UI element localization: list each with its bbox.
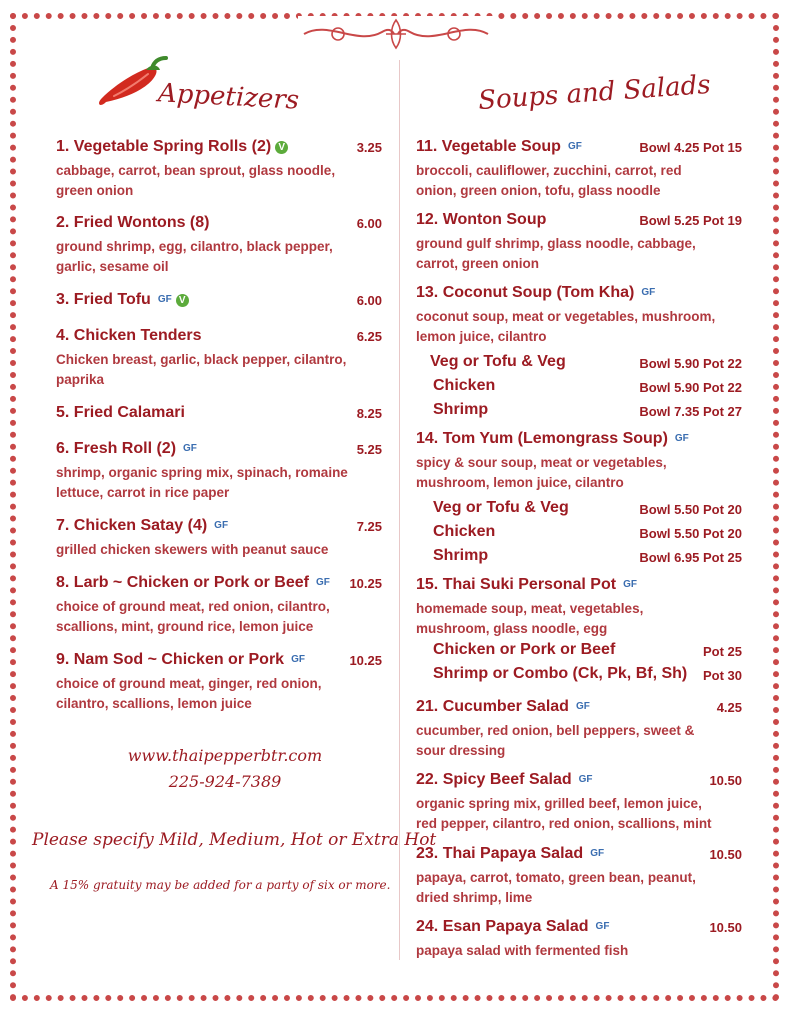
item-description: broccoli, cauliflower, zucchini, carrot, red onion, green onion, tofu, glass noodle bbox=[416, 163, 682, 198]
vegan-badge: V bbox=[176, 294, 189, 307]
gf-tag: GF bbox=[578, 774, 593, 785]
menu-item-nam-sod bbox=[56, 651, 382, 714]
soups-salads-heading: Soups and Salads bbox=[477, 69, 712, 117]
item-title: 5. Fried Calamari bbox=[56, 404, 185, 421]
item-description: ground gulf shrimp, glass noodle, cabbage, carrot, green onion bbox=[416, 236, 696, 271]
menu-item-chicken-tenders bbox=[56, 327, 382, 390]
tom-yum-option: Chicken Bowl 5.50 Pot 20 bbox=[433, 523, 742, 541]
item-title: 14. Tom Yum (Lemongrass Soup) bbox=[416, 430, 668, 447]
item-description: organic spring mix, grilled beef, lemon juice, red pepper, cilantro, red onion, scallions, mint bbox=[416, 796, 712, 831]
item-price: 10.50 bbox=[709, 920, 742, 935]
item-price: 6.00 bbox=[356, 293, 382, 308]
item-title: 6. Fresh Roll (2) bbox=[56, 440, 177, 457]
item-title: 15. Thai Suki Personal Pot bbox=[416, 576, 617, 593]
item-price: 5.25 bbox=[356, 442, 382, 457]
appetizers-heading: Appetizers bbox=[157, 78, 300, 116]
header-ornament bbox=[298, 16, 494, 52]
item-price: 8.25 bbox=[356, 406, 382, 421]
column-divider bbox=[399, 60, 400, 960]
item-title: 7. Chicken Satay (4) bbox=[56, 517, 208, 534]
menu-item-fresh-roll bbox=[56, 440, 382, 503]
gratuity-note: A 15% gratuity may be added for a party of six or more. bbox=[50, 878, 391, 892]
item-price: 6.00 bbox=[356, 216, 382, 231]
tom-yum-option: Shrimp Bowl 6.95 Pot 25 bbox=[433, 547, 742, 565]
item-price: 10.25 bbox=[349, 653, 382, 668]
item-title: 21. Cucumber Salad bbox=[416, 698, 569, 715]
menu-item-cucumber-salad bbox=[416, 698, 742, 761]
menu-item-esan-papaya-salad bbox=[416, 918, 742, 961]
item-title: 11. Vegetable Soup bbox=[416, 138, 561, 155]
phone-number[interactable]: 225-924-7389 bbox=[168, 772, 282, 791]
menu-item-spicy-beef-salad bbox=[416, 771, 742, 834]
item-description: cucumber, red onion, bell peppers, sweet & sour dressing bbox=[416, 723, 695, 758]
gf-tag: GF bbox=[590, 848, 605, 859]
item-price: Bowl 4.25 Pot 15 bbox=[639, 140, 742, 155]
item-description: choice of ground meat, red onion, cilantro, scallions, mint, ground rice, lemon juice bbox=[56, 599, 330, 634]
item-price: 6.25 bbox=[356, 329, 382, 344]
gf-tag: GF bbox=[641, 287, 656, 298]
item-description: papaya, carrot, tomato, green bean, peanut, dried shrimp, lime bbox=[416, 870, 696, 905]
menu-item-tom-yum bbox=[416, 430, 742, 493]
gf-tag: GF bbox=[157, 294, 172, 305]
gf-tag: GF bbox=[623, 579, 637, 590]
item-title: 1. Vegetable Spring Rolls (2) bbox=[56, 138, 272, 155]
gf-tag: GF bbox=[315, 577, 330, 588]
item-title: 2. Fried Wontons (8) bbox=[56, 214, 210, 231]
spice-level-note: Please specify Mild, Medium, Hot or Extra Hot bbox=[32, 830, 437, 850]
item-title: 12. Wonton Soup bbox=[416, 211, 547, 228]
item-price: 10.50 bbox=[709, 847, 742, 862]
menu-item-larb bbox=[56, 574, 382, 637]
item-title: 13. Coconut Soup (Tom Kha) bbox=[416, 284, 635, 301]
item-price: 10.25 bbox=[349, 576, 382, 591]
website-link[interactable]: www.thaipepperbtr.com bbox=[127, 746, 323, 765]
item-price: Bowl 5.25 Pot 19 bbox=[639, 213, 742, 228]
tom-kha-option: Chicken Bowl 5.90 Pot 22 bbox=[433, 377, 742, 395]
menu-item-coconut-soup bbox=[416, 284, 742, 347]
menu-item-fried-wontons bbox=[56, 214, 382, 277]
item-description: shrimp, organic spring mix, spinach, romaine lettuce, carrot in rice paper bbox=[56, 465, 348, 500]
item-price: 7.25 bbox=[356, 519, 382, 534]
vegan-badge: V bbox=[275, 141, 288, 154]
item-description: spicy & sour soup, meat or vegetables, mushroom, lemon juice, cilantro bbox=[416, 455, 667, 490]
menu-item-fried-tofu bbox=[56, 291, 382, 313]
item-price: 3.25 bbox=[356, 140, 382, 155]
item-title: 9. Nam Sod ~ Chicken or Pork bbox=[56, 651, 285, 668]
item-description: ground shrimp, egg, cilantro, black pepper, garlic, sesame oil bbox=[56, 239, 333, 274]
menu-item-chicken-satay bbox=[56, 517, 382, 560]
item-title: 3. Fried Tofu bbox=[56, 291, 151, 308]
item-description: papaya salad with fermented fish bbox=[416, 943, 629, 958]
item-title: 8. Larb ~ Chicken or Pork or Beef bbox=[56, 574, 309, 591]
item-description: choice of ground meat, ginger, red onion, cilantro, scallions, lemon juice bbox=[56, 676, 322, 711]
item-price: 10.50 bbox=[709, 773, 742, 788]
suki-option: Shrimp or Combo (Ck, Pk, Bf, Sh) Pot 30 bbox=[433, 665, 742, 683]
menu-item-vegetable-soup bbox=[416, 138, 742, 201]
item-title: 4. Chicken Tenders bbox=[56, 327, 202, 344]
menu-item-wonton-soup bbox=[416, 211, 742, 274]
suki-option: Chicken or Pork or Beef Pot 25 bbox=[433, 641, 742, 659]
tom-yum-option: Veg or Tofu & Veg Bowl 5.50 Pot 20 bbox=[433, 499, 742, 517]
tom-kha-option: Veg or Tofu & Veg Bowl 5.90 Pot 22 bbox=[430, 353, 742, 371]
menu-item-thai-papaya-salad bbox=[416, 845, 742, 908]
gf-tag: GF bbox=[214, 520, 229, 531]
item-description: homemade soup, meat, vegetables, mushroom, glass noodle, egg bbox=[416, 601, 644, 636]
gf-tag: GF bbox=[595, 921, 610, 932]
tom-kha-option: Shrimp Bowl 7.35 Pot 27 bbox=[433, 401, 742, 419]
menu-item-thai-suki bbox=[416, 576, 742, 639]
menu-item-fried-calamari bbox=[56, 404, 382, 426]
gf-tag: GF bbox=[575, 701, 590, 712]
gf-tag: GF bbox=[567, 141, 582, 152]
item-title: 23. Thai Papaya Salad bbox=[416, 845, 584, 862]
item-description: cabbage, carrot, bean sprout, glass noodle, green onion bbox=[56, 163, 336, 198]
item-title: 24. Esan Papaya Salad bbox=[416, 918, 589, 935]
item-description: Chicken breast, garlic, black pepper, cilantro, paprika bbox=[56, 352, 347, 387]
item-description: coconut soup, meat or vegetables, mushroom, lemon juice, cilantro bbox=[416, 309, 716, 344]
menu-item-vegetable-spring-rolls bbox=[56, 138, 382, 201]
gf-tag: GF bbox=[183, 443, 197, 454]
item-description: grilled chicken skewers with peanut sauce bbox=[56, 542, 329, 557]
item-price: 4.25 bbox=[716, 700, 742, 715]
item-title: 22. Spicy Beef Salad bbox=[416, 771, 572, 788]
gf-tag: GF bbox=[291, 654, 305, 665]
gf-tag: GF bbox=[674, 433, 689, 444]
